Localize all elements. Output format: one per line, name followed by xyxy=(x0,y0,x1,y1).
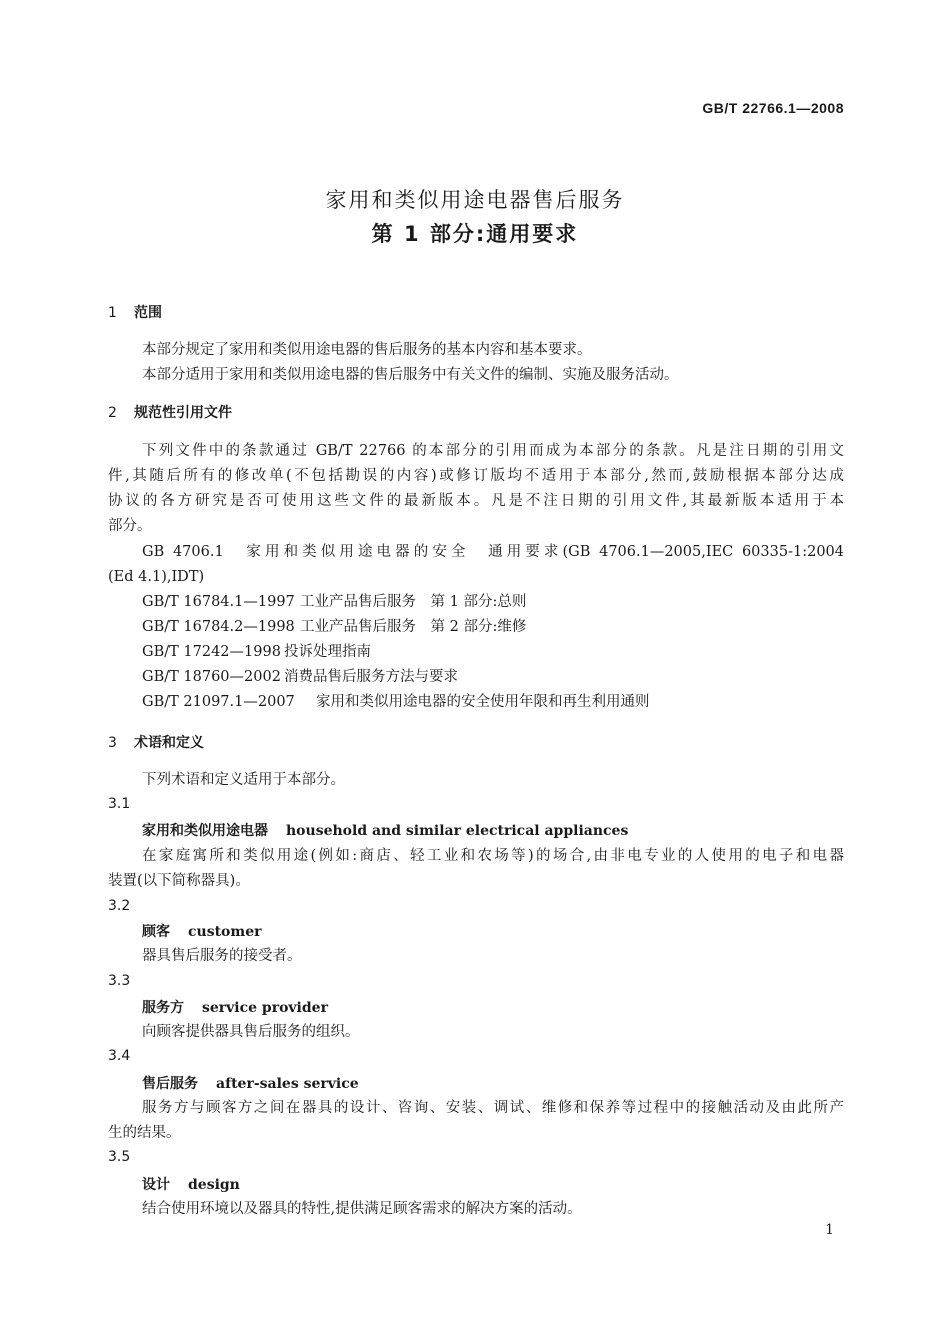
scope-paragraph-1: 本部分规定了家用和类似用途电器的售后服务的基本内容和基本要求。 xyxy=(142,342,592,358)
section-number: 3 xyxy=(108,735,117,751)
normative-intro-line: 部分。 xyxy=(108,518,152,534)
normative-intro-line: 件,其随后所有的修改单(不包括勘误的内容)或修订版均不适用于本部分,然而,鼓励根据本部分达成 xyxy=(108,468,844,484)
reference-item xyxy=(142,592,526,612)
standard-code: GB/T 22766.1—2008 xyxy=(702,100,844,116)
term-zh: 顾客 xyxy=(142,924,170,940)
term-zh: 设计 xyxy=(142,1177,170,1193)
reference-title: 投诉处理指南 xyxy=(284,644,371,660)
normative-intro-line: 协议的各方研究是否可使用这些文件的最新版本。凡是不注日期的引用文件,其最新版本适用于本 xyxy=(108,493,844,509)
section-2-heading xyxy=(108,402,232,422)
term-definition: 在家庭寓所和类似用途(例如:商店、轻工业和农场等)的场合,由非电专业的人使用的电子和电器 xyxy=(142,848,844,864)
section-title: 术语和定义 xyxy=(134,735,204,751)
term-number: 3.4 xyxy=(108,1048,131,1064)
term-number: 3.3 xyxy=(108,973,131,989)
reference-item xyxy=(142,667,458,687)
term-heading xyxy=(142,997,328,1017)
section-number: 1 xyxy=(108,305,117,321)
section-number: 2 xyxy=(108,405,117,421)
term-heading xyxy=(142,921,262,941)
reference-code: GB/T 17242—1998 xyxy=(142,644,281,660)
scope-paragraph-2: 本部分适用于家用和类似用途电器的售后服务中有关文件的编制、实施及服务活动。 xyxy=(142,367,679,383)
term-zh: 售后服务 xyxy=(142,1076,198,1092)
section-3-heading xyxy=(108,732,204,752)
term-heading xyxy=(142,820,628,840)
reference-title: 家用和类似用途电器的安全使用年限和再生利用通则 xyxy=(316,694,650,710)
reference-title: 工业产品售后服务 第 2 部分:维修 xyxy=(300,619,527,635)
term-definition: 结合使用环境以及器具的特性,提供满足顾客需求的解决方案的活动。 xyxy=(142,1201,582,1217)
term-heading xyxy=(142,1174,240,1194)
reference-title: 消费品售后服务方法与要求 xyxy=(284,669,458,685)
reference-code: GB/T 18760—2002 xyxy=(142,669,281,685)
document-subtitle: 第 1 部分:通用要求 xyxy=(371,222,579,246)
reference-code: GB/T 16784.2—1998 xyxy=(142,619,295,635)
terms-intro: 下列术语和定义适用于本部分。 xyxy=(142,772,345,788)
term-definition: 服务方与顾客方之间在器具的设计、咨询、安装、调试、维修和保养等过程中的接触活动及由此所产 xyxy=(142,1100,844,1116)
reference-code: GB/T 16784.1—1997 xyxy=(142,594,295,610)
reference-code: GB/T 21097.1—2007 xyxy=(142,694,295,710)
reference-item: GB 4706.1 家用和类似用途电器的安全 通用要求(GB 4706.1—2005,IEC 60335-1:2004 xyxy=(142,544,844,560)
term-definition: 器具售后服务的接受者。 xyxy=(142,948,302,964)
page-number: 1 xyxy=(825,1222,834,1238)
term-en: service provider xyxy=(202,1000,328,1016)
document-title: 家用和类似用途电器售后服务 xyxy=(325,188,625,212)
term-number: 3.2 xyxy=(108,898,131,914)
reference-item xyxy=(142,642,371,662)
term-en: after-sales service xyxy=(216,1076,359,1092)
term-definition-continued: 生的结果。 xyxy=(108,1125,181,1141)
section-title: 范围 xyxy=(134,305,162,321)
section-1-heading xyxy=(108,302,162,322)
reference-item xyxy=(142,617,526,637)
term-zh: 服务方 xyxy=(142,1000,184,1016)
term-definition: 向顾客提供器具售后服务的组织。 xyxy=(142,1024,360,1040)
term-en: household and similar electrical appliances xyxy=(286,823,629,839)
term-zh: 家用和类似用途电器 xyxy=(142,823,268,839)
term-heading xyxy=(142,1073,359,1093)
term-en: design xyxy=(188,1177,240,1193)
reference-item-continued: (Ed 4.1),IDT) xyxy=(108,569,205,585)
term-number: 3.5 xyxy=(108,1149,131,1165)
reference-item xyxy=(142,692,650,712)
section-title: 规范性引用文件 xyxy=(134,405,232,421)
normative-intro-line: 下列文件中的条款通过 GB/T 22766 的本部分的引用而成为本部分的条款。凡是注日期的引用文 xyxy=(142,443,844,459)
term-definition-continued: 装置(以下简称器具)。 xyxy=(108,873,250,889)
reference-title: 工业产品售后服务 第 1 部分:总则 xyxy=(300,594,527,610)
term-number: 3.1 xyxy=(108,796,131,812)
term-en: customer xyxy=(188,924,262,940)
